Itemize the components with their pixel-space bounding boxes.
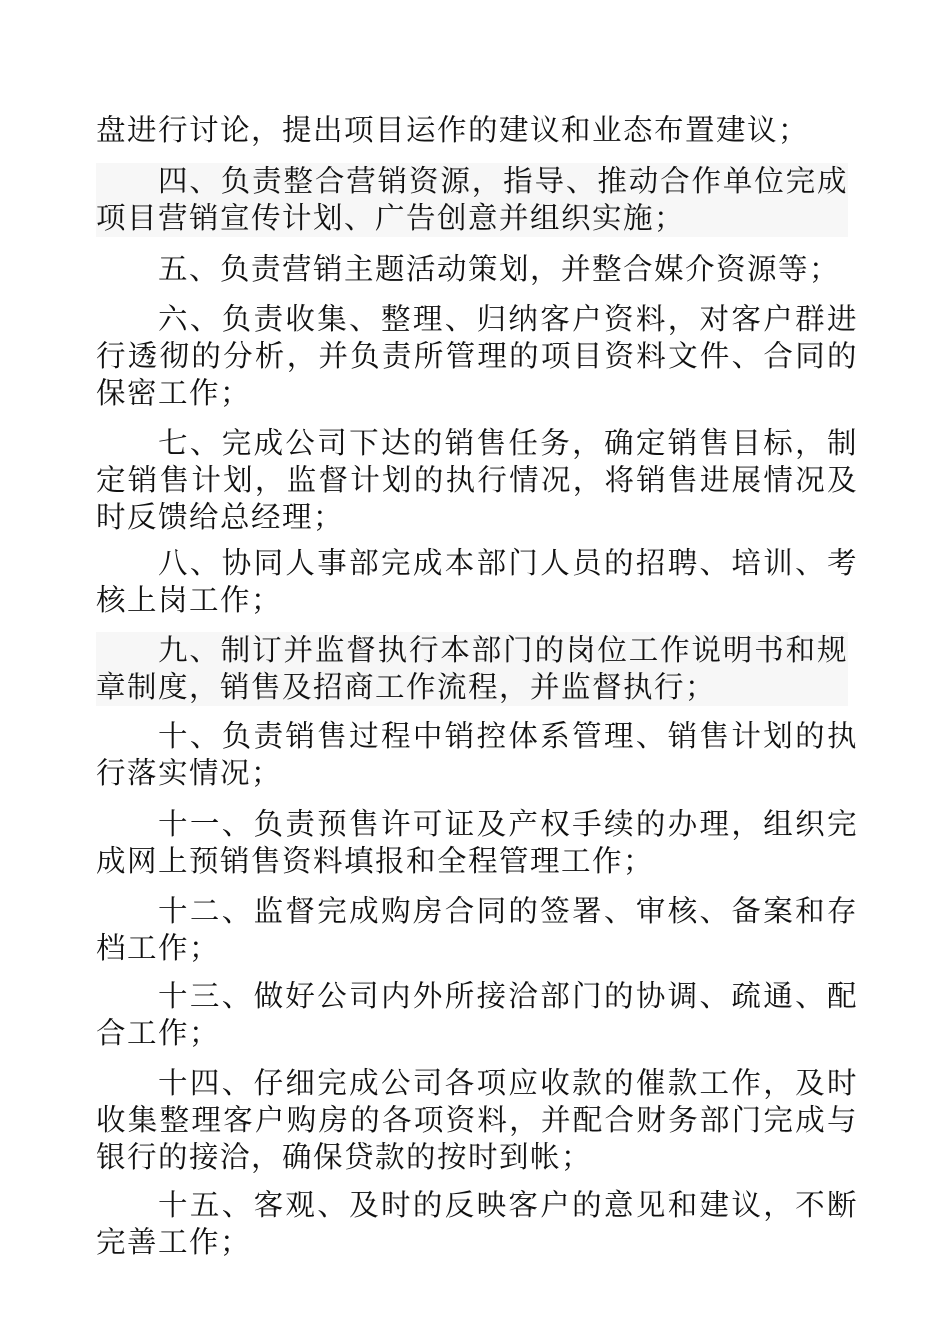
paragraph-item-5: 五、负责营销主题活动策划，并整合媒介资源等；	[158, 252, 841, 286]
paragraph-continuation: 盘进行讨论，提出项目运作的建议和业态布置建议；	[96, 113, 810, 147]
paragraph-item-10: 十、负责销售过程中销控体系管理、销售计划的执行落实情况；	[96, 719, 858, 790]
paragraph-item-14: 十四、仔细完成公司各项应收款的催款工作，及时收集整理客户购房的各项资料，并配合财务部门完成与银行的接洽，确保贷款的按时到帐；	[96, 1066, 858, 1174]
paragraph-item-4: 四、负责整合营销资源，指导、推动合作单位完成项目营销宣传计划、广告创意并组织实施；	[96, 164, 848, 235]
paragraph-item-7: 七、完成公司下达的销售任务，确定销售目标，制定销售计划，监督计划的执行情况，将销售进展情况及时反馈给总经理；	[96, 426, 858, 534]
paragraph-item-8: 八、协同人事部完成本部门人员的招聘、培训、考核上岗工作；	[96, 546, 858, 617]
paragraph-item-11: 十一、负责预售许可证及产权手续的办理，组织完成网上预销售资料填报和全程管理工作；	[96, 807, 858, 878]
paragraph-item-13: 十三、做好公司内外所接洽部门的协调、疏通、配合工作；	[96, 979, 858, 1050]
paragraph-item-15: 十五、客观、及时的反映客户的意见和建议，不断完善工作；	[96, 1188, 858, 1259]
paragraph-item-6: 六、负责收集、整理、归纳客户资料，对客户群进行透彻的分析，并负责所管理的项目资料文件、合同的保密工作；	[96, 302, 858, 410]
paragraph-item-9: 九、制订并监督执行本部门的岗位工作说明书和规章制度，销售及招商工作流程，并监督执行；	[96, 633, 848, 704]
paragraph-item-12: 十二、监督完成购房合同的签署、审核、备案和存档工作；	[96, 894, 858, 965]
